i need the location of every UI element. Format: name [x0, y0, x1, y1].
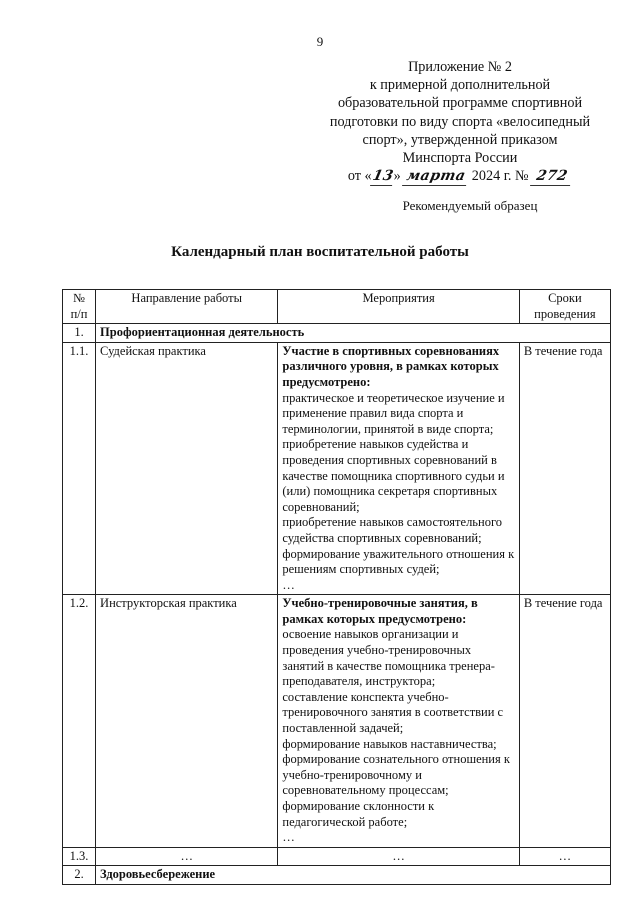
section-num: 2. [63, 866, 96, 885]
appendix-line: к примерной дополнительной [369, 77, 551, 94]
handwritten-order-number: 272 [530, 167, 574, 186]
event-item: составление конспекта учебно-тренировочного занятия в соответствии с поставленной задачей; [282, 689, 504, 736]
row-direction: Инструкторская практика [96, 595, 278, 848]
event-item: формирование сознательного отношения к учебно-тренировочному и соревновательному процессам; [282, 752, 510, 798]
appendix-block [300, 58, 620, 186]
handwritten-month: марта [402, 167, 470, 186]
row-direction: Судейская практика [96, 342, 278, 595]
section-row [63, 324, 611, 343]
header-num: № п/п [63, 290, 96, 324]
event-item: формирование склонности к педагогической работе; [282, 799, 435, 829]
appendix-line: Минспорта России [402, 150, 518, 167]
events-heading: Учебно-тренировочные занятия, в рамках которых предусмотрено: [282, 596, 478, 626]
document-title: Календарный план воспитательной работы [171, 244, 469, 260]
header-direction: Направление работы [96, 290, 278, 324]
appendix-line: подготовки по виду спорта «велосипедный [329, 113, 591, 130]
row-due: … [519, 847, 610, 866]
event-item: практическое и теоретическое изучение и применение правил вида спорта и терминологии, принятой в виде спорта; [282, 390, 505, 436]
section-name: Здоровьесбережение [96, 866, 611, 885]
plan-table [62, 289, 611, 885]
event-item: … [282, 830, 295, 845]
row-num: 1.1. [63, 342, 96, 595]
event-item: приобретение навыков самостоятельного судейства спортивных соревнований; [282, 515, 503, 545]
appendix-line: образовательной программе спортивной [337, 95, 583, 112]
section-name: Профориентационная деятельность [96, 324, 611, 343]
row-events: … [278, 847, 519, 866]
event-item: формирование навыков наставничества; [282, 736, 497, 751]
row-events [278, 595, 519, 848]
row-num: 1.2. [63, 595, 96, 848]
row-num: 1.3. [63, 847, 96, 866]
table-row [63, 342, 611, 595]
header-due: Сроки проведения [519, 290, 610, 324]
table-row [63, 847, 611, 866]
section-row [63, 866, 611, 885]
table-row [63, 595, 611, 848]
handwritten-day: 13 [370, 167, 396, 186]
event-item: приобретение навыков судейства и проведения спортивных соревнований в качестве помощника спортивного судьи и (или) помощника секретаря спортивных соревнований; [282, 437, 505, 514]
row-events [278, 342, 519, 595]
appendix-line: Приложение № 2 [408, 59, 512, 75]
event-item: … [282, 577, 295, 592]
order-date-line [300, 167, 620, 186]
event-item: освоение навыков организации и проведения учебно-тренировочных занятий в качестве помощника тренера-преподавателя, инструктора; [282, 627, 495, 689]
header-events: Мероприятия [278, 290, 519, 324]
row-direction: … [96, 847, 278, 866]
event-item: формирование уважительного отношения к решениям спортивных судей; [282, 546, 515, 577]
appendix-line: спорт», утвержденной приказом [362, 131, 558, 148]
section-num: 1. [63, 324, 96, 343]
date-mid: » [393, 168, 401, 185]
events-heading: Участие в спортивных соревнованиях различного уровня, в рамках которых предусмотрено: [282, 343, 500, 389]
year-text: 2024 г. № [471, 168, 529, 185]
date-prefix: от « [347, 168, 372, 185]
table-header-row [63, 290, 611, 324]
page-number: 9 [316, 34, 324, 49]
row-due: В течение года [519, 595, 610, 848]
row-due: В течение года [519, 342, 610, 595]
sample-label: Рекомендуемый образец [402, 198, 538, 213]
